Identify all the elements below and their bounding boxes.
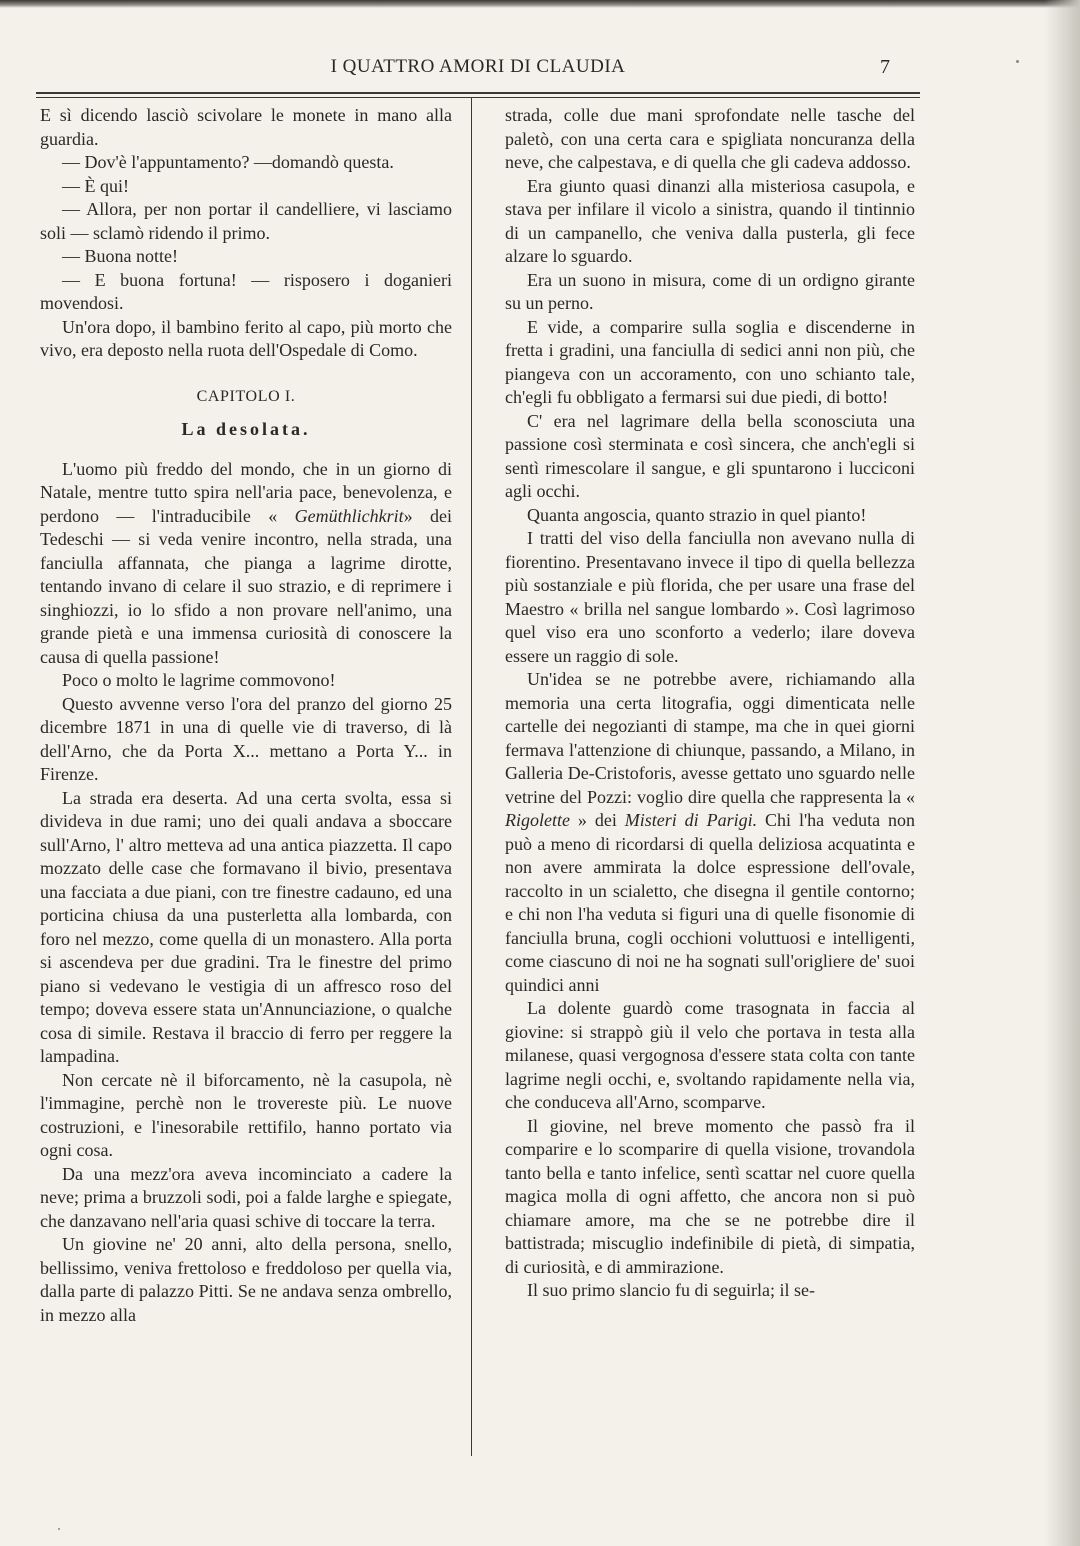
text-run: Un'idea se ne potrebbe avere, richiamando alla memoria una certa litografia, oggi dimenticata nelle cartelle dei negozianti di stampe, ma che in quei giorni fermava l'attenzione di chiunque, passando, a Milano, in Galleria De-Cristoforis, avesse gettato uno sguardo nelle vetrine del Pozzi: voglio dire quella che rappresenta la « [505,669,915,807]
paragraph: Il giovine, nel breve momento che passò fra il comparire e lo scomparire di quella visione, trovandola tanto bella e tanto infelice, sentì scattar nel cuore quella magica molla di ogni affetto, che ancora non si può chiamare amore, ma che se ne potrebbe dire il battistrada; miscuglio indefinibile di pietà, di simpatia, di curiosità, e di ammirazione. [505,1115,915,1277]
paper-speck [1016,60,1019,63]
paragraph: C' era nel lagrimare della bella sconosciuta una passione così sterminata e così sincera, che anch'egli si sentì rimescolare il sangue, e gli spuntarono i lucciconi agli occhi. [505,410,915,501]
page-number: 7 [880,56,890,78]
paragraph: Era giunto quasi dinanzi alla misteriosa casupola, e stava per infilare il vicolo a sinistra, quando il tintinnio di un campanello, che veniva dalla pusterla, gli fece alzare lo sguardo. [505,175,915,266]
paragraph: strada, colle due mani sprofondate nelle tasche del paletò, con una certa cara e spigliata noncuranza della neve, che calpestava, e di quella che gli cadeva addosso. [505,105,915,172]
italic-term: Rigolette [505,810,570,830]
chapter-title: La desolata. [181,419,311,439]
paragraph: — Dov'è l'appuntamento? —domandò questa. [62,152,394,172]
paragraph [505,668,915,997]
paragraph: E sì dicendo lasciò scivolare le monete in mano alla guardia. [40,105,452,149]
running-title: I QUATTRO AMORI DI CLAUDIA [330,56,626,77]
scan-edge-top [0,0,1080,8]
text-run: L'uomo più freddo del mondo, che in un giorno di Natale, mentre tutto spira nell'aria pace, benevolenza, e perdono — l'intraducibile « [40,458,452,526]
paragraph: I tratti del viso della fanciulla non avevano nulla di fiorentino. Presentavano invece il tipo di quella bellezza più sostanziale e più florida, che per usare una frase del Maestro « brilla nel sangue lombardo ». Così lagrimoso quel viso era uno sconforto a vederlo; ilare doveva essere un raggio di sole. [505,528,915,666]
running-head [36,56,920,86]
paragraph: La dolente guardò come trasognata in faccia al giovine: si strappò giù il velo che portava in testa alla milanese, quasi vergognosa d'essere stata colta con tante lagrime negli occhi, e, svoltando rapidamente nella via, che conduceva all'Arno, scomparve. [505,998,915,1112]
paragraph: Poco o molto le lagrime commovono! [62,670,336,690]
paragraph: — Allora, per non portar il candelliere, vi lasciamo soli — sclamò ridendo il primo. [40,199,452,243]
paragraph [40,458,452,670]
chapter-number: CAPITOLO I. [196,387,296,405]
paragraph: — E buona fortuna! — risposero i doganieri movendosi. [40,269,452,313]
text-run: » dei [577,810,617,830]
paragraph: — Buona notte! [62,246,178,266]
italic-term: Misteri di Parigi. [624,810,758,830]
right-column [505,104,915,1303]
italic-term: Gemüthlichkrit [294,505,404,526]
left-column [40,104,452,1327]
header-rule-thin [36,97,920,98]
paragraph: Era un suono in misura, come di un ordigno girante su un perno. [505,269,915,313]
text-run: Chi l'ha veduta non può a meno di ricordarsi di quella deliziosa acquatinta e non avere ammirata la dolce espressione dell'ovale, raccolto in un scialetto, che disegna il gentile contorno; e chi non l'ha veduta si figuri una di quelle fisonomie di fanciulla bruna, cogli occhioni voluttuosi e intelligenti, come ciascuno di noi ne ha sognati sull'origliere de' suoi quindici anni [505,810,915,995]
column-divider [471,98,472,1456]
paragraph: Un'ora dopo, il bambino ferito al capo, più morto che vivo, era deposto nella ruota dell'Ospedale di Como. [40,316,452,360]
paragraph: Questo avvenne verso l'ora del pranzo del giorno 25 dicembre 1871 in una di quelle vie di traverso, di là dell'Arno, che da Porta X... mettano a Porta Y... in Firenze. [40,693,452,784]
paragraph: E vide, a comparire sulla soglia e discenderne in fretta i gradini, una fanciulla di sedici anni non più, che piangeva con un accoramento, con uno schianto tale, ch'egli fu obbligato a fermarsi sui due piedi, di botto! [505,316,915,407]
paragraph: — È qui! [62,175,129,196]
paragraph: Da una mezz'ora aveva incominciato a cadere la neve; prima a bruzzoli sodi, poi a falde larghe e spiegate, che danzavano nell'aria quasi schive di toccare la terra. [40,1163,452,1231]
text-run: » dei Tedeschi — si veda venire incontro, nella strada, una fanciulla affannata, che pianga a lagrime dirotte, tentando invano di celare il suo strazio, e di reprimere i singhiozzi, io lo sfido a non provare nell'animo, una grande pietà e una immensa curiosità di conoscere la causa di quella passione! [40,505,453,667]
scan-edge-right [1044,0,1080,1546]
paragraph: La strada era deserta. Ad una certa svolta, essa si divideva in due rami; uno dei quali andava a sboccare sull'Arno, l' altro metteva ad una antica piazzetta. Il capo mozzato delle case che formavano il bivio, presentava una facciata a due piani, con tre finestre cadauno, ed una porticina chiusa da una pusterletta alla lombarda, con foro nel mezzo, come quella di un monastero. Alla porta si ascendeva per due gradini. Tra le finestre del primo piano si vedevano le vestigia di un affresco roso del tempo; doveva essere stata un'Annunciazione, o qualche cosa di simile. Restava il braccio di ferro per reggere la lampadina. [40,787,452,1066]
paper-speck [58,1528,60,1530]
paragraph: Non cercate nè il biforcamento, nè la casupola, nè l'immagine, perchè non le trovereste più. Le nuove costruzioni, e l'inesorabile rettifilo, hanno portato via ogni cosa. [40,1069,452,1160]
paragraph: Un giovine ne' 20 anni, alto della persona, snello, bellissimo, veniva frettoloso e freddoloso per quella via, dalla parte di palazzo Pitti. Se ne andava senza ombrello, in mezzo alla [40,1234,452,1325]
paragraph: Il suo primo slancio fu di seguirla; il se- [527,1280,815,1300]
header-rule-thick [36,92,920,94]
paragraph: Quanta angoscia, quanto strazio in quel pianto! [527,504,867,525]
